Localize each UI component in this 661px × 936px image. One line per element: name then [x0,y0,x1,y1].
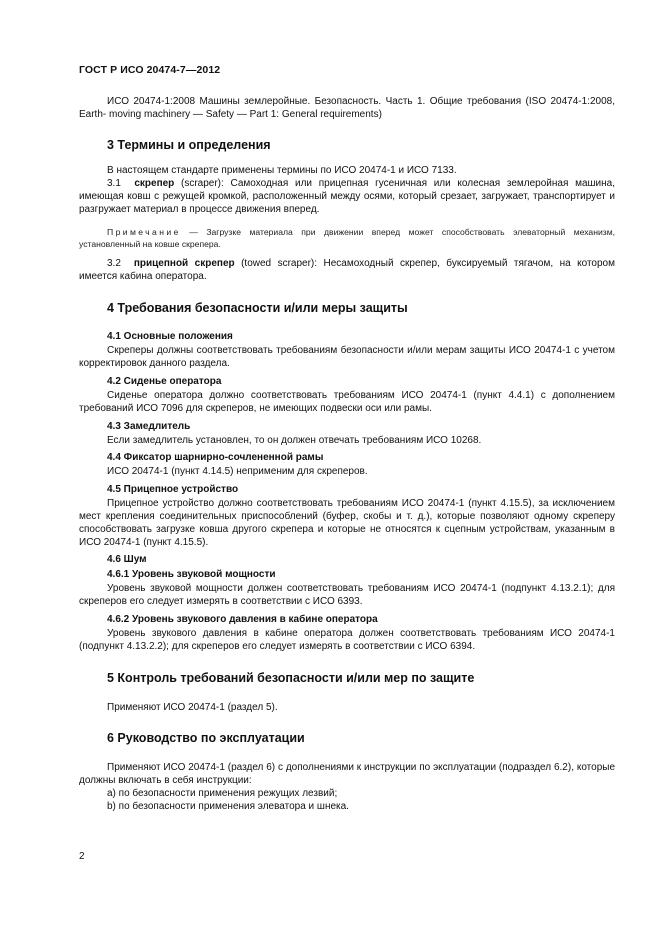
subsection-4-1-heading: 4.1 Основные положения [107,331,233,343]
subsection-4-2-text: Сиденье оператора должно соответствовать требованиям ИСО 20474-1 (пункт 4.4.1) с дополнением требований ИСО 7096 для скреперов, не имеющих подвески оси или рамы. [79,389,615,414]
note-text: — Загрузке материала при движении вперед может способствовать элеваторный механизм, установленный на ковше скрепера. [79,226,615,249]
page-content [79,90,615,814]
subsection-4-3-text: Если замедлитель установлен, то он должен отвечать требованиям ИСО 10268. [107,434,482,446]
section-5-heading: 5 Контроль требований безопасности и/или мер по защите [107,670,475,685]
subsection-4-6-2-heading: 4.6.2 Уровень звукового давления в кабине оператора [107,613,378,625]
section-3-intro: В настоящем стандарте применены термины по ИСО 20474-1 и ИСО 7133. [107,164,457,176]
subsection-4-3-heading: 4.3 Замедлитель [107,420,191,432]
term-3-1-definition: (scraper): Самоходная или прицепная гусеничная или колесная землеройная машина, имеющая ковш с режущей кромкой, расположенный между осями, который срезает, загружает, транспортирует и разгружает материал в процессе движения вперед. [79,178,615,215]
term-3-2 [79,258,615,284]
subsection-4-5-text: Прицепное устройство должно соответствовать требованиям ИСО 20474-1 (пункт 4.15.5), за исключением мест крепления соединительных приспособлений (буфер, скобы и т. д.), которые позволяют одному скреперу способствовать загрузке ковша другого скрепера и которые не относятся к сцепным устройствам, указанным в ИСО 20474-1 (пункт 4.15.5). [79,498,615,548]
subsection-4-5-heading: 4.5 Прицепное устройство [107,484,239,496]
subsection-4-6-1-text: Уровень звуковой мощности должен соответствовать требованиям ИСО 20474-1 (подпункт 4.13.2.1); для скреперов его следует измерять в соответствии с ИСО 6393. [79,583,615,608]
section-6-item-b: b) по безопасности применения элеватора и шнека. [107,800,349,812]
subsection-4-2-heading: 4.2 Сиденье оператора [107,375,222,387]
term-3-2-name: прицепной скрепер [133,257,235,269]
term-3-1-note [79,226,615,250]
page-number: 2 [79,851,85,862]
term-3-2-definition: (towed scraper): Несамоходный скрепер, буксируемый тягачом, на котором имеется кабина оператора. [79,257,615,282]
subsection-4-1-text: Скреперы должны соответствовать требованиям безопасности и/или мерам защиты ИСО 20474-1 с учетом корректировок данного раздела. [79,345,615,370]
section-4-heading: 4 Требования безопасности и/или меры защиты [107,301,408,316]
section-6-heading: 6 Руководство по эксплуатации [107,731,305,746]
subsection-4-6-2-text: Уровень звукового давления в кабине оператора должен соответствовать требованиям ИСО 20474-1 (подпункт 4.13.2.2); для скреперов его следует измерять в соответствии с ИСО 6394. [79,627,615,652]
normative-reference: ИСО 20474-1:2008 Машины землеройные. Безопасность. Часть 1. Общие требования (ISO 20474-1:2008, Earth- moving machinery — Safety — Part 1: General requirements) [79,96,615,120]
note-label: Примечание [107,226,181,237]
page-header-standard-code: ГОСТ Р ИСО 20474-7—2012 [79,64,221,76]
subsection-4-6-heading: 4.6 Шум [107,554,147,566]
section-5-text: Применяют ИСО 20474-1 (раздел 5). [107,701,278,713]
term-3-2-number: 3.2 [107,257,121,269]
subsection-4-4-text: ИСО 20474-1 (пункт 4.14.5) неприменим для скреперов. [107,466,368,478]
term-3-1-name: скрепер [134,178,175,190]
term-3-1-number: 3.1 [107,178,121,190]
section-3-heading: 3 Термины и определения [107,137,271,152]
subsection-4-4-heading: 4.4 Фиксатор шарнирно-сочлененной рамы [107,452,324,464]
subsection-4-6-1-heading: 4.6.1 Уровень звуковой мощности [107,569,276,581]
term-3-1 [79,178,615,216]
section-6-item-a: a) по безопасности применения режущих лезвий; [107,787,338,799]
section-6-text: Применяют ИСО 20474-1 (раздел 6) с дополнениями к инструкции по эксплуатации (подраздел 6.2), которые должны включать в себя инструкции: [79,762,615,787]
